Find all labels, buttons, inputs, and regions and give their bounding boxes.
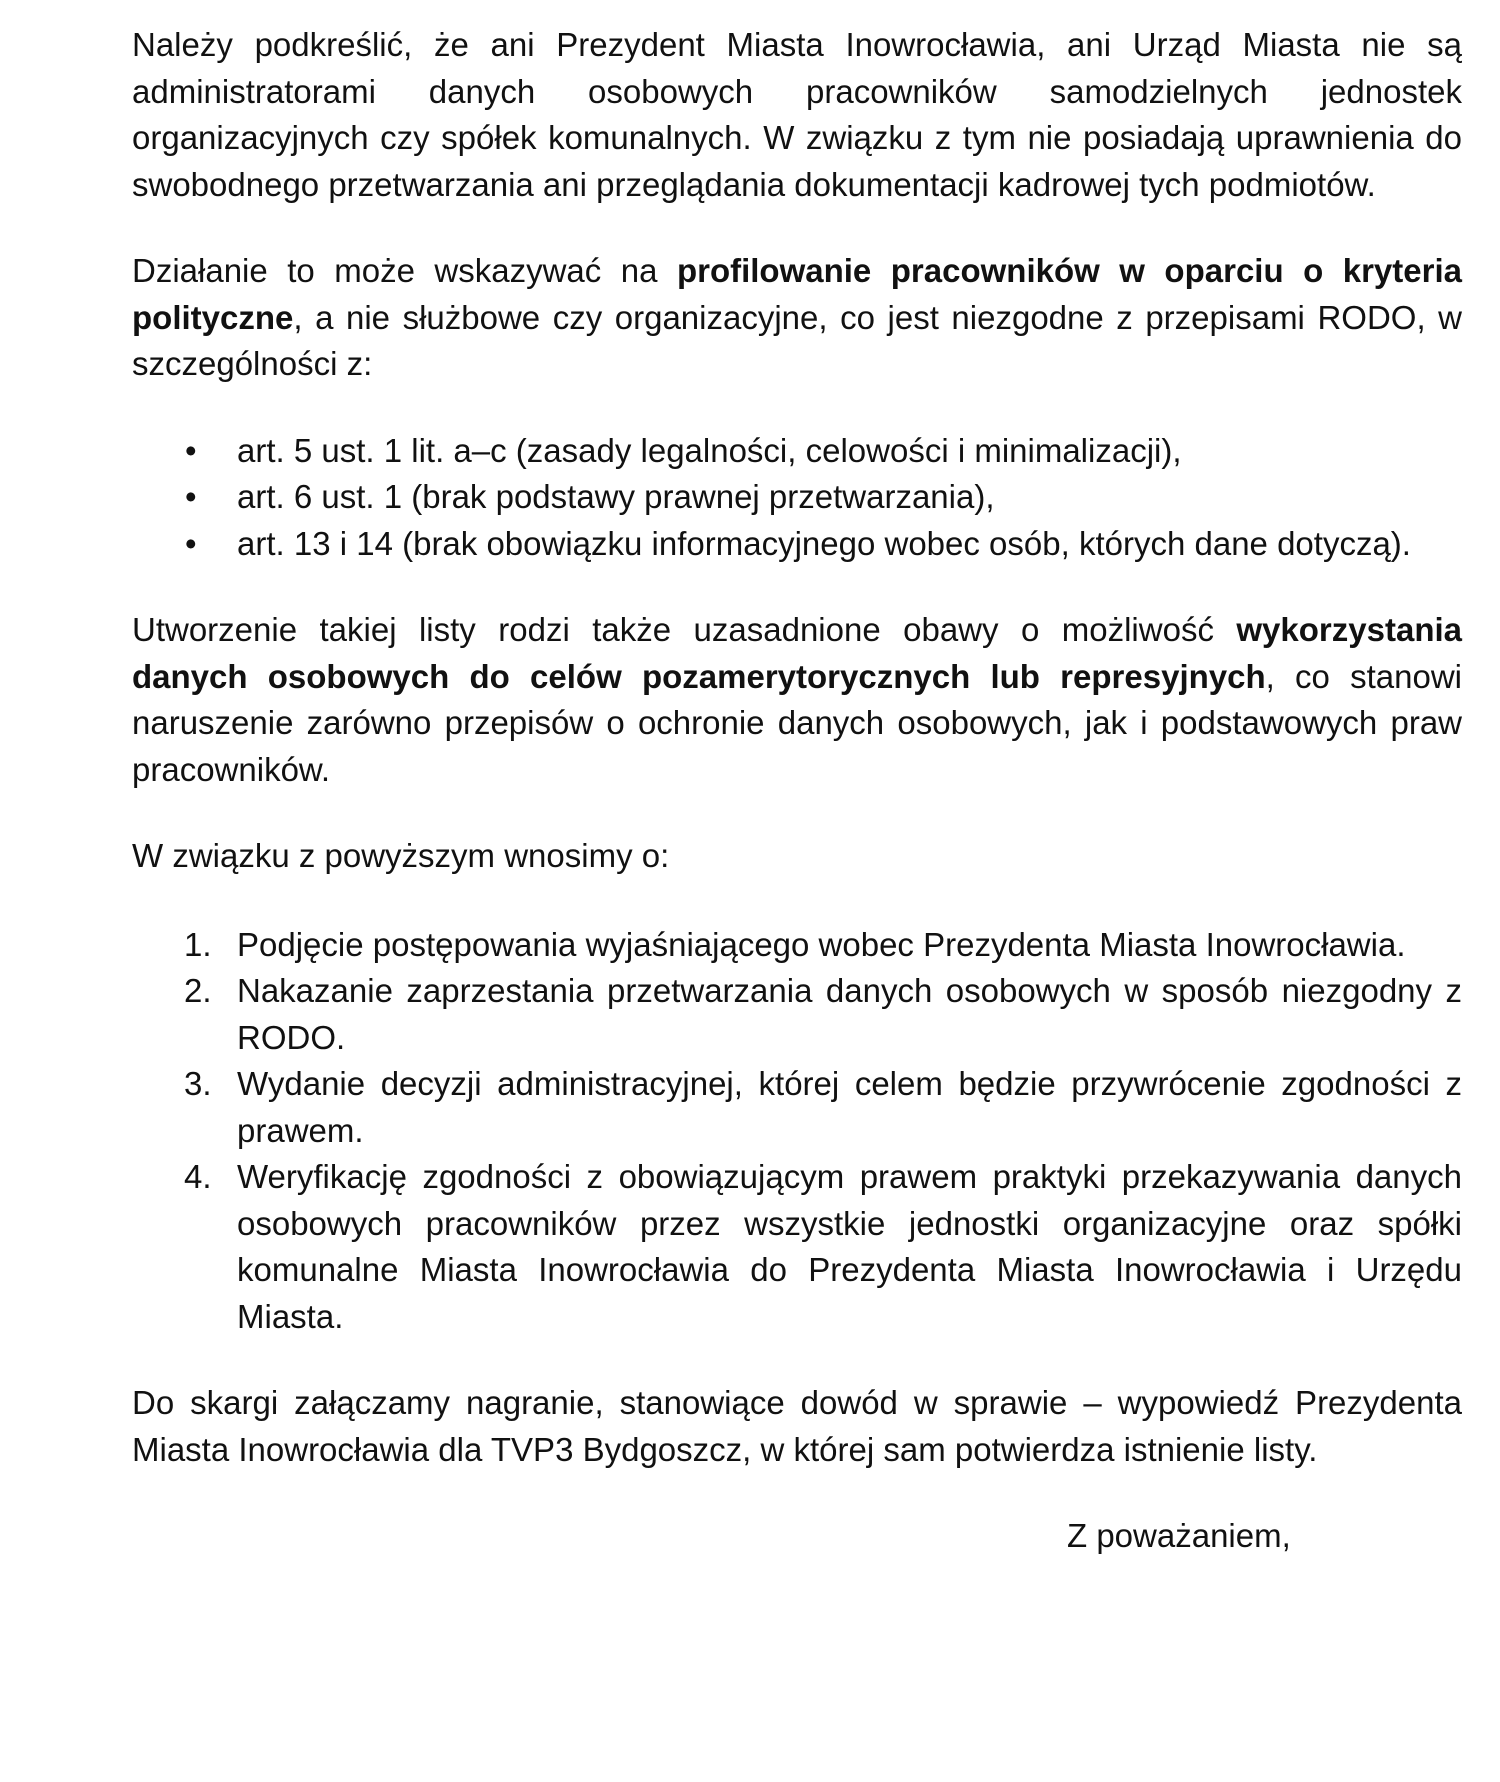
list-item-text: Podjęcie postępowania wyjaśniającego wobec Prezydenta Miasta Inowrocławia. [237,925,1406,963]
paragraph-concerns [132,607,1462,793]
spacer [132,880,1462,922]
rodo-articles-list [132,428,1462,568]
list-item-number: 1. [184,925,212,963]
paragraph-profiling [132,248,1462,388]
list-item [132,474,1462,521]
paragraph-concerns-start: Utworzenie takiej listy rodzi także uzasadnione obawy o możliwość [132,611,1237,648]
list-item-text: Wydanie decyzji administracyjnej, której celem będzie przywrócenie zgodności z prawem. [237,1065,1462,1149]
bullet-icon: • [185,478,197,515]
spacer [132,793,1462,833]
list-item [132,968,1462,1061]
bullet-icon: • [185,431,197,469]
spacer [132,388,1462,428]
spacer [132,567,1462,607]
requests-list [132,922,1462,1341]
list-item-number: 2. [184,972,212,1009]
document-page [132,22,1463,1554]
list-item-text: art. 5 ust. 1 lit. a–c (zasady legalności, celowości i minimalizacji), [237,431,1182,469]
list-item [132,1061,1462,1154]
list-item [132,922,1462,969]
paragraph-profiling-start: Działanie to może wskazywać na [132,252,677,289]
list-item-number: 3. [184,1065,212,1102]
closing-salutation: Z poważaniem, [1067,1517,1291,1554]
spacer [132,1340,1462,1380]
paragraph-profiling-emphasis: profilowanie pracowników w oparciu o kryteria polityczne [132,252,1462,336]
paragraph-profiling-end: , a nie służbowe czy organizacyjne, co jest niezgodne z przepisami RODO, w szczególności z: [132,298,1462,382]
list-item-number: 4. [184,1158,212,1195]
spacer [132,208,1462,248]
paragraph-attachment: Do skargi załączamy nagranie, stanowiące dowód w sprawie – wypowiedź Prezydenta Miasta Inowrocławia dla TVP3 Bydgoszcz, w której sam potwierdza istnienie listy. [132,1384,1462,1468]
list-item [132,1154,1462,1340]
list-item-text: Weryfikację zgodności z obowiązującym prawem praktyki przekazywania danych osobowych pracowników przez wszystkie jednostki organizacyjne oraz spółki komunalne Miasta Inowrocławia do Prezydenta Miasta Inowrocławia i Urzędu Miasta. [237,1158,1462,1335]
list-item-text: art. 6 ust. 1 (brak podstawy prawnej przetwarzania), [237,478,995,515]
list-item [132,428,1462,475]
bullet-icon: • [185,524,197,562]
list-item-text: Nakazanie zaprzestania przetwarzania danych osobowych w sposób niezgodny z RODO. [237,972,1462,1056]
paragraph-concerns-emphasis: wykorzystania danych osobowych do celów pozamerytorycznych lub represyjnych [132,611,1462,695]
spacer [132,1473,1462,1513]
list-item-text: art. 13 i 14 (brak obowiązku informacyjnego wobec osób, których dane dotyczą). [237,524,1411,562]
paragraph-requests-intro: W związku z powyższym wnosimy o: [132,837,670,874]
paragraph-administrators: Należy podkreślić, że ani Prezydent Miasta Inowrocławia, ani Urząd Miasta nie są administratorami danych osobowych pracowników samodzielnych jednostek organizacyjnych czy spółek komunalnych. W związku z tym nie posiadają uprawnienia do swobodnego przetwarzania ani przeglądania dokumentacji kadrowej tych podmiotów. [132,26,1462,203]
list-item [132,521,1462,568]
paragraph-concerns-end: , co stanowi naruszenie zarówno przepisów o ochronie danych osobowych, jak i podstawowych praw pracowników. [132,657,1463,788]
